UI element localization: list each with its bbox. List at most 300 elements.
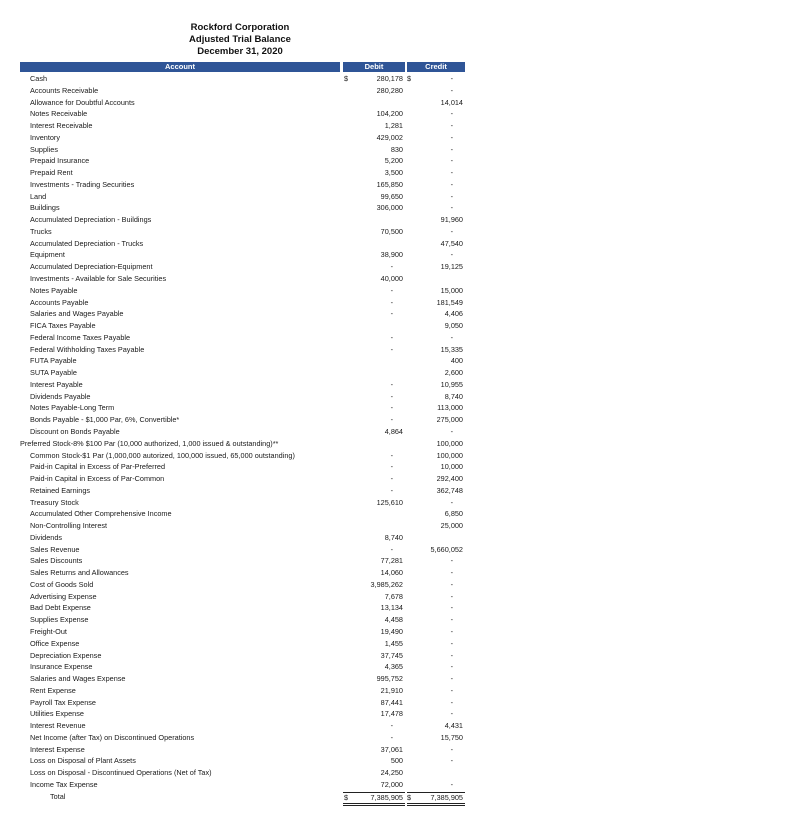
account-name: Depreciation Expense xyxy=(30,650,102,660)
debit-cell xyxy=(343,461,405,473)
credit-amount: 25,000 xyxy=(440,521,463,531)
credit-cell xyxy=(407,650,465,662)
credit-amount: - xyxy=(450,497,453,507)
credit-cell xyxy=(407,567,465,579)
credit-cell xyxy=(407,661,465,673)
credit-amount: - xyxy=(450,662,453,672)
table-row xyxy=(0,226,480,238)
credit-amount: - xyxy=(450,203,453,213)
credit-cell xyxy=(407,214,465,226)
table-row xyxy=(0,520,480,532)
debit-cell xyxy=(343,767,405,779)
credit-cell xyxy=(407,344,465,356)
debit-amount: - xyxy=(390,474,393,484)
debit-amount: 830 xyxy=(390,144,403,154)
table-row xyxy=(0,591,480,603)
credit-cell xyxy=(407,379,465,391)
credit-amount: - xyxy=(450,615,453,625)
debit-cell xyxy=(343,402,405,414)
credit-cell xyxy=(407,297,465,309)
debit-cell xyxy=(343,202,405,214)
debit-cell xyxy=(343,226,405,238)
account-name: Income Tax Expense xyxy=(30,779,98,789)
account-name: Paid-in Capital in Excess of Par-Common xyxy=(30,474,165,484)
table-row xyxy=(0,779,480,791)
account-name: Bonds Payable - $1,000 Par, 6%, Convertible* xyxy=(30,415,180,425)
credit-cell xyxy=(407,367,465,379)
credit-cell xyxy=(407,485,465,497)
table-row xyxy=(0,344,480,356)
account-name: Notes Receivable xyxy=(30,109,88,119)
table-row xyxy=(0,120,480,132)
credit-cell xyxy=(407,497,465,509)
table-row xyxy=(0,191,480,203)
debit-amount: 125,610 xyxy=(376,497,403,507)
credit-amount: - xyxy=(450,697,453,707)
credit-cell xyxy=(407,261,465,273)
account-name: Total xyxy=(50,791,66,801)
credit-amount: - xyxy=(450,685,453,695)
table-row xyxy=(0,73,480,85)
table-row xyxy=(0,85,480,97)
table-row xyxy=(0,473,480,485)
account-name: Preferred Stock-8% $100 Par (10,000 authorized, 1,000 issued & outstanding)** xyxy=(20,438,279,448)
credit-cell xyxy=(407,85,465,97)
debit-amount: - xyxy=(390,285,393,295)
account-name: Buildings xyxy=(30,203,60,213)
debit-cell xyxy=(343,108,405,120)
debit-amount: 4,864 xyxy=(384,426,403,436)
table-row xyxy=(0,720,480,732)
account-name: Utilities Expense xyxy=(30,709,84,719)
debit-cell xyxy=(343,697,405,709)
table-row xyxy=(0,626,480,638)
table-row xyxy=(0,673,480,685)
table-row xyxy=(0,661,480,673)
credit-amount: - xyxy=(450,74,453,83)
credit-cell xyxy=(407,755,465,767)
debit-cell xyxy=(343,438,405,450)
account-name: Bad Debt Expense xyxy=(30,603,91,613)
debit-cell xyxy=(343,249,405,261)
account-name: Rent Expense xyxy=(30,685,76,695)
account-name: Investments - Trading Securities xyxy=(30,179,135,189)
debit-amount: 37,745 xyxy=(380,650,403,660)
credit-cell xyxy=(407,638,465,650)
credit-amount: 15,000 xyxy=(440,285,463,295)
credit-cell xyxy=(407,520,465,532)
debit-cell xyxy=(343,214,405,226)
table-row xyxy=(0,202,480,214)
credit-amount: 91,960 xyxy=(440,215,463,225)
account-name: Sales Returns and Allowances xyxy=(30,568,129,578)
debit-cell xyxy=(343,532,405,544)
account-name: Treasury Stock xyxy=(30,497,79,507)
account-name: Loss on Disposal - Discontinued Operations (Net of Tax) xyxy=(30,768,212,778)
debit-amount: - xyxy=(390,403,393,413)
credit-cell xyxy=(407,273,465,285)
debit-amount: 7,385,905 xyxy=(370,792,403,802)
account-name: Net Income (after Tax) on Discontinued Operations xyxy=(30,732,195,742)
debit-cell xyxy=(343,591,405,603)
debit-cell xyxy=(343,685,405,697)
table-row xyxy=(0,767,480,779)
credit-cell xyxy=(407,697,465,709)
credit-amount: 15,750 xyxy=(440,732,463,742)
debit-amount: 21,910 xyxy=(380,685,403,695)
credit-cell xyxy=(407,414,465,426)
debit-cell xyxy=(343,720,405,732)
credit-cell xyxy=(407,673,465,685)
credit-cell xyxy=(407,626,465,638)
credit-cell xyxy=(407,391,465,403)
debit-amount: - xyxy=(390,391,393,401)
column-header-account: Account xyxy=(20,62,340,72)
debit-cell xyxy=(343,426,405,438)
column-header-debit: Debit xyxy=(343,62,405,72)
debit-cell xyxy=(343,261,405,273)
credit-amount: - xyxy=(450,85,453,95)
debit-cell xyxy=(343,379,405,391)
credit-amount: 113,000 xyxy=(437,403,463,413)
debit-amount: 24,250 xyxy=(380,768,403,778)
account-name: Notes Payable xyxy=(30,285,78,295)
debit-amount: 17,478 xyxy=(380,709,403,719)
credit-cell xyxy=(407,308,465,320)
debit-amount: 4,458 xyxy=(384,615,403,625)
account-name: Non-Controlling Interest xyxy=(30,521,108,531)
credit-cell xyxy=(407,779,465,791)
debit-cell xyxy=(343,414,405,426)
currency-symbol: $ xyxy=(344,792,349,802)
credit-cell xyxy=(407,720,465,732)
debit-cell xyxy=(343,732,405,744)
credit-cell xyxy=(407,120,465,132)
credit-cell xyxy=(407,426,465,438)
credit-cell xyxy=(407,685,465,697)
credit-cell xyxy=(407,202,465,214)
debit-cell xyxy=(343,320,405,332)
account-name: Accounts Receivable xyxy=(30,85,99,95)
credit-amount: 7,385,905 xyxy=(430,792,463,802)
debit-cell xyxy=(343,308,405,320)
table-row xyxy=(0,438,480,450)
account-name: Allowance for Doubtful Accounts xyxy=(30,97,135,107)
debit-cell xyxy=(343,179,405,191)
debit-cell xyxy=(343,473,405,485)
credit-amount: 6,850 xyxy=(444,509,463,519)
table-row xyxy=(0,544,480,556)
credit-amount: - xyxy=(450,779,453,789)
table-row xyxy=(0,238,480,250)
credit-cell xyxy=(407,155,465,167)
table-row xyxy=(0,97,480,109)
table-row xyxy=(0,579,480,591)
debit-amount: - xyxy=(390,344,393,354)
credit-amount: - xyxy=(450,650,453,660)
table-row xyxy=(0,132,480,144)
credit-amount: 15,335 xyxy=(440,344,463,354)
credit-amount: - xyxy=(450,603,453,613)
report-header xyxy=(0,22,480,58)
table-row xyxy=(0,308,480,320)
company-name: Rockford Corporation xyxy=(190,22,290,33)
credit-amount: - xyxy=(450,674,453,684)
debit-amount: 19,490 xyxy=(380,626,403,636)
account-name: FUTA Payable xyxy=(30,356,77,366)
table-row xyxy=(0,685,480,697)
account-name: Common Stock-$1 Par (1,000,000 autorized, 100,000 issued, 65,000 outstanding) xyxy=(30,450,295,460)
account-name: Payroll Tax Expense xyxy=(30,697,96,707)
report-date: December 31, 2020 xyxy=(197,46,283,57)
table-row xyxy=(0,602,480,614)
table-row xyxy=(0,426,480,438)
credit-amount: - xyxy=(450,744,453,754)
debit-cell xyxy=(343,673,405,685)
account-name: Accounts Payable xyxy=(30,297,89,307)
debit-cell xyxy=(343,344,405,356)
credit-amount: 9,050 xyxy=(444,321,463,331)
account-name: SUTA Payable xyxy=(30,368,77,378)
account-name: Federal Income Taxes Payable xyxy=(30,332,131,342)
credit-amount: 47,540 xyxy=(440,238,463,248)
credit-amount: - xyxy=(450,121,453,131)
credit-cell xyxy=(407,744,465,756)
credit-amount: - xyxy=(450,109,453,119)
table-row xyxy=(0,614,480,626)
credit-amount: 4,431 xyxy=(444,721,463,731)
credit-cell xyxy=(407,438,465,450)
debit-cell xyxy=(343,755,405,767)
currency-symbol: $ xyxy=(407,792,412,802)
debit-amount: - xyxy=(390,544,393,554)
account-name: Inventory xyxy=(30,132,61,142)
credit-cell xyxy=(407,555,465,567)
table-row xyxy=(0,167,480,179)
account-name: Trucks xyxy=(30,226,52,236)
debit-cell xyxy=(343,144,405,156)
debit-cell xyxy=(343,520,405,532)
credit-cell xyxy=(407,132,465,144)
debit-cell xyxy=(343,555,405,567)
credit-cell xyxy=(407,579,465,591)
credit-amount: - xyxy=(450,179,453,189)
account-name: Dividends xyxy=(30,532,63,542)
credit-amount: - xyxy=(450,556,453,566)
account-name: Equipment xyxy=(30,250,65,260)
credit-cell xyxy=(407,450,465,462)
credit-amount: 275,000 xyxy=(436,415,463,425)
account-name: Accumulated Depreciation - Buildings xyxy=(30,215,152,225)
table-row xyxy=(0,532,480,544)
debit-cell xyxy=(343,97,405,109)
debit-cell xyxy=(343,508,405,520)
account-name: Prepaid Rent xyxy=(30,168,73,178)
credit-amount: - xyxy=(450,626,453,636)
table-row xyxy=(0,332,480,344)
table-row xyxy=(0,402,480,414)
table-row xyxy=(0,638,480,650)
table-row xyxy=(0,261,480,273)
debit-amount: 8,740 xyxy=(384,532,403,542)
account-name: Prepaid Insurance xyxy=(30,156,90,166)
debit-cell xyxy=(343,132,405,144)
debit-cell xyxy=(343,155,405,167)
table-row xyxy=(0,567,480,579)
debit-cell xyxy=(343,744,405,756)
debit-cell xyxy=(343,708,405,720)
debit-cell xyxy=(343,297,405,309)
debit-amount: 38,900 xyxy=(380,250,403,260)
account-name: Freight-Out xyxy=(30,626,67,636)
credit-cell xyxy=(407,249,465,261)
credit-cell xyxy=(407,144,465,156)
debit-amount: 500 xyxy=(390,756,403,766)
account-name: Accumulated Other Comprehensive Income xyxy=(30,509,172,519)
debit-amount: 306,000 xyxy=(376,203,403,213)
account-name: Interest Payable xyxy=(30,379,83,389)
debit-amount: - xyxy=(390,415,393,425)
account-name: Loss on Disposal of Plant Assets xyxy=(30,756,136,766)
debit-cell xyxy=(343,567,405,579)
debit-cell xyxy=(343,120,405,132)
account-name: Discount on Bonds Payable xyxy=(30,426,120,436)
credit-amount: - xyxy=(450,756,453,766)
debit-amount: 995,752 xyxy=(376,674,403,684)
table-row xyxy=(0,297,480,309)
credit-cell xyxy=(407,108,465,120)
credit-amount: - xyxy=(450,332,453,342)
credit-amount: - xyxy=(450,132,453,142)
table-row xyxy=(0,214,480,226)
account-name: Salaries and Wages Payable xyxy=(30,309,124,319)
debit-amount: 99,650 xyxy=(380,191,403,201)
debit-amount: - xyxy=(390,297,393,307)
credit-amount: - xyxy=(450,579,453,589)
account-name: Interest Receivable xyxy=(30,121,93,131)
debit-amount: 7,678 xyxy=(384,591,403,601)
debit-amount: 77,281 xyxy=(380,556,403,566)
account-name: Office Expense xyxy=(30,638,80,648)
debit-cell xyxy=(343,602,405,614)
credit-amount: - xyxy=(450,191,453,201)
debit-cell xyxy=(343,167,405,179)
debit-cell xyxy=(343,285,405,297)
table-row xyxy=(0,320,480,332)
credit-cell xyxy=(407,73,465,85)
credit-cell xyxy=(407,591,465,603)
account-name: Insurance Expense xyxy=(30,662,93,672)
credit-amount: - xyxy=(450,144,453,154)
credit-cell xyxy=(407,532,465,544)
debit-amount: 70,500 xyxy=(380,226,403,236)
debit-cell xyxy=(343,661,405,673)
table-row xyxy=(0,155,480,167)
credit-cell xyxy=(407,792,465,806)
debit-cell xyxy=(343,485,405,497)
account-name: Supplies Expense xyxy=(30,615,89,625)
debit-cell xyxy=(343,497,405,509)
account-name: Sales Discounts xyxy=(30,556,83,566)
table-row xyxy=(0,391,480,403)
debit-cell xyxy=(343,626,405,638)
debit-cell xyxy=(343,191,405,203)
debit-amount: 280,280 xyxy=(376,85,403,95)
credit-cell xyxy=(407,473,465,485)
table-row xyxy=(0,144,480,156)
table-row xyxy=(0,497,480,509)
debit-amount: 1,281 xyxy=(384,121,403,131)
debit-amount: 72,000 xyxy=(380,779,403,789)
debit-amount: 3,985,262 xyxy=(370,579,403,589)
account-name: Cash xyxy=(30,74,48,83)
debit-amount: - xyxy=(390,332,393,342)
credit-amount: 2,600 xyxy=(444,368,463,378)
debit-amount: 13,134 xyxy=(380,603,403,613)
currency-symbol: $ xyxy=(407,74,412,83)
debit-cell xyxy=(343,579,405,591)
debit-cell xyxy=(343,85,405,97)
table-row xyxy=(0,461,480,473)
credit-cell xyxy=(407,285,465,297)
column-header-credit: Credit xyxy=(407,62,465,72)
credit-cell xyxy=(407,179,465,191)
debit-amount: 1,455 xyxy=(384,638,403,648)
account-name: Sales Revenue xyxy=(30,544,80,554)
credit-cell xyxy=(407,320,465,332)
credit-cell xyxy=(407,708,465,720)
credit-cell xyxy=(407,97,465,109)
trial-balance-table xyxy=(0,73,480,802)
credit-amount: - xyxy=(450,250,453,260)
debit-cell xyxy=(343,779,405,791)
table-row xyxy=(0,108,480,120)
account-name: Interest Revenue xyxy=(30,721,86,731)
credit-cell xyxy=(407,167,465,179)
table-row xyxy=(0,379,480,391)
total-row xyxy=(0,791,480,803)
debit-amount: - xyxy=(390,262,393,272)
debit-cell xyxy=(343,367,405,379)
debit-amount: 87,441 xyxy=(380,697,403,707)
credit-cell xyxy=(407,614,465,626)
credit-cell xyxy=(407,355,465,367)
account-name: Supplies xyxy=(30,144,58,154)
table-row xyxy=(0,179,480,191)
credit-amount: 181,549 xyxy=(436,297,463,307)
credit-amount: - xyxy=(450,156,453,166)
debit-amount: 5,200 xyxy=(384,156,403,166)
account-name: Accumulated Depreciation-Equipment xyxy=(30,262,153,272)
debit-cell xyxy=(343,332,405,344)
table-row xyxy=(0,732,480,744)
credit-amount: - xyxy=(450,426,453,436)
credit-cell xyxy=(407,226,465,238)
debit-amount: 429,002 xyxy=(376,132,403,142)
table-row xyxy=(0,697,480,709)
debit-amount: - xyxy=(390,462,393,472)
credit-amount: 292,400 xyxy=(436,474,463,484)
debit-cell xyxy=(343,450,405,462)
credit-cell xyxy=(407,461,465,473)
credit-amount: - xyxy=(450,226,453,236)
account-name: Investments - Available for Sale Securities xyxy=(30,274,167,284)
table-row xyxy=(0,485,480,497)
account-name: Notes Payable-Long Term xyxy=(30,403,115,413)
debit-cell xyxy=(343,73,405,85)
table-row xyxy=(0,249,480,261)
credit-amount: - xyxy=(450,638,453,648)
